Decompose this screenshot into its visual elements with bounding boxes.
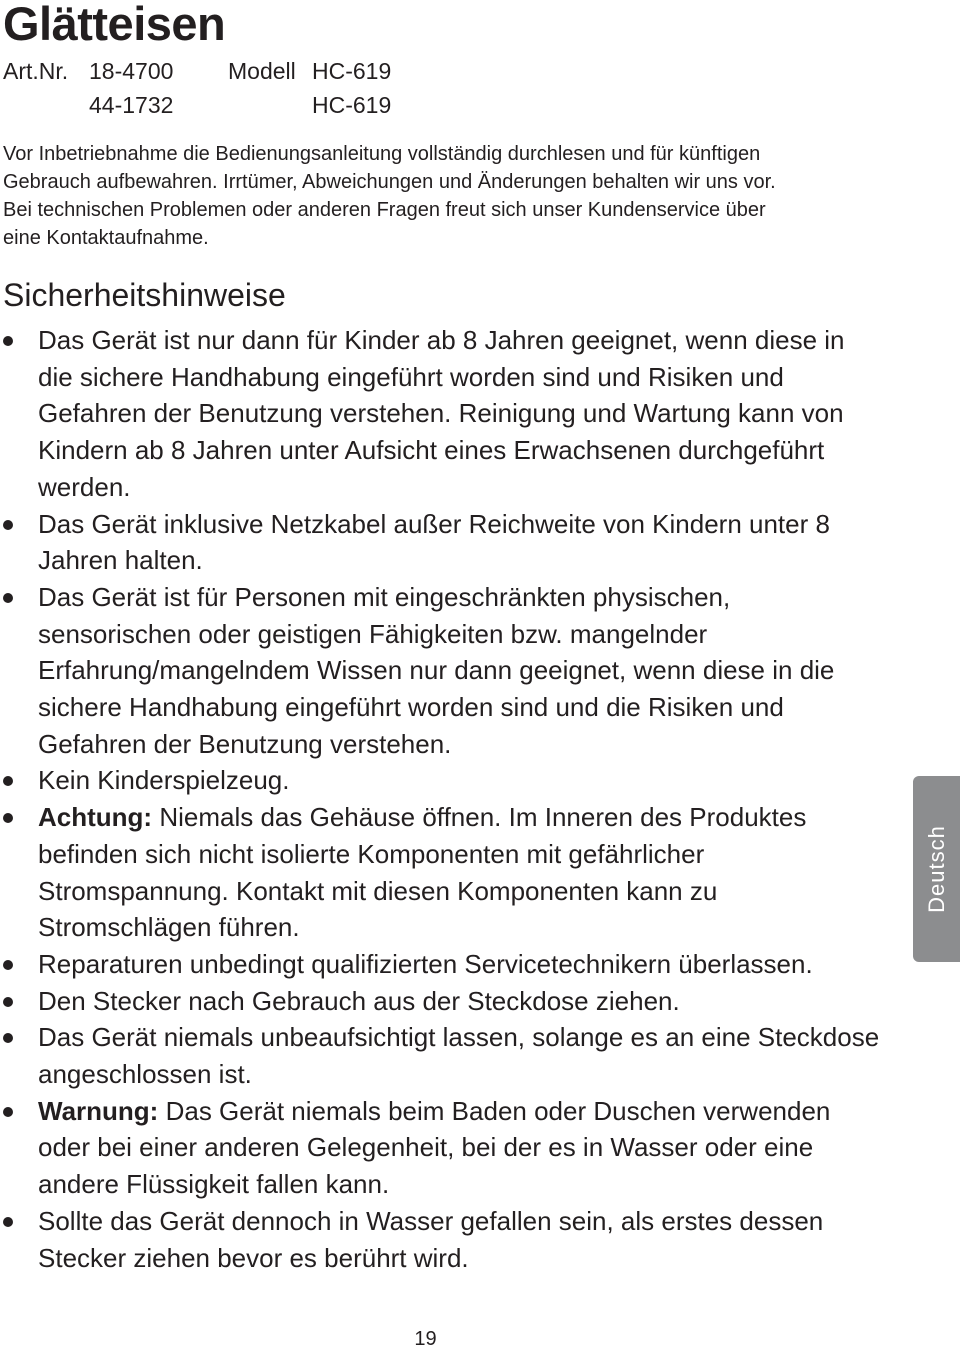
list-item <box>0 1093 880 1203</box>
art-nr-value: 44-1732 <box>89 92 174 118</box>
list-item-text <box>38 1093 880 1203</box>
bullet-icon <box>3 776 13 786</box>
bullet-icon <box>3 813 13 823</box>
art-nr-value: 18-4700 <box>89 58 174 84</box>
list-item-text: Kein Kinderspielzeug. <box>38 765 290 796</box>
bullet-icon <box>3 520 13 530</box>
list-item <box>0 983 880 1020</box>
bullet-icon <box>3 336 13 346</box>
bullet-icon <box>3 1107 13 1117</box>
language-tab <box>913 776 960 962</box>
list-item <box>0 506 880 579</box>
list-item-text: Das Gerät inklusive Netzkabel außer Reichweite von Kindern unter 8 Jahren halten. <box>38 508 830 576</box>
model-value: HC-619 <box>312 58 392 84</box>
list-item <box>0 946 880 983</box>
caution-label: Achtung: <box>38 802 153 833</box>
list-item-text: Das Gerät ist nur dann für Kinder ab 8 Jahren geeignet, wenn diese in die sichere Handhabung eingeführt worden sind und Risiken und Gefahren der Benutzung verstehen. Reinigung und Wartung kann von Kindern ab 8 Jahren unter Aufsicht eines Erwachsenen durchgeführt werden. <box>38 325 845 502</box>
list-item <box>0 762 880 799</box>
page-title: Glätteisen <box>3 0 226 50</box>
language-tab-label: Deutsch <box>923 825 949 913</box>
list-item <box>0 1203 880 1276</box>
page-number: 19 <box>414 1328 437 1350</box>
list-item <box>0 579 880 763</box>
intro-paragraph: Vor Inbetriebnahme die Bedienungsanleitung vollständig durchlesen und für künftigen Gebrauch aufbewahren. Irrtümer, Abweichungen und Änderungen behalten wir uns vor. Bei technischen Problemen oder anderen Fragen freut sich unser Kundenservice über eine Kontaktaufnahme. <box>3 143 776 249</box>
list-item <box>0 322 880 506</box>
safety-list <box>0 322 880 1276</box>
warning-text: Das Gerät niemals beim Baden oder Duschen verwenden oder bei einer anderen Gelegenheit, bei der es in Wasser oder eine andere Flüssigkeit fallen kann. <box>38 1095 831 1200</box>
bullet-icon <box>3 1217 13 1227</box>
section-heading: Sicherheitshinweise <box>3 277 286 313</box>
list-item-text: Reparaturen unbedingt qualifizierten Servicetechnikern überlassen. <box>38 948 813 979</box>
bullet-icon <box>3 593 13 603</box>
model-label: Modell <box>228 58 296 84</box>
warning-label: Warnung: <box>38 1095 159 1126</box>
list-item-text <box>38 799 880 946</box>
bullet-icon <box>3 1033 13 1043</box>
list-item <box>0 1019 880 1092</box>
bullet-icon <box>3 960 13 970</box>
list-item-text: Den Stecker nach Gebrauch aus der Steckdose ziehen. <box>38 985 680 1016</box>
list-item-text: Das Gerät niemals unbeaufsichtigt lassen, solange es an eine Steckdose angeschlossen ist. <box>38 1022 880 1090</box>
art-nr-label: Art.Nr. <box>3 58 69 84</box>
caution-text: Niemals das Gehäuse öffnen. Im Inneren des Produktes befinden sich nicht isolierte Komponenten mit gefährlicher Stromspannung. Kontakt mit diesen Komponenten kann zu Stromschlägen führen. <box>38 802 807 943</box>
bullet-icon <box>3 997 13 1007</box>
list-item-text: Sollte das Gerät dennoch in Wasser gefallen sein, als erstes dessen Stecker ziehen bevor es berührt wird. <box>38 1205 824 1273</box>
model-value: HC-619 <box>312 92 392 118</box>
list-item-text: Das Gerät ist für Personen mit eingeschränkten physischen, sensorischen oder geistigen Fähigkeiten bzw. mangelnder Erfahrung/mangelndem Wissen nur dann geeignet, wenn diese in die sichere Handhabung eingeführt worden sind und die Risiken und Gefahren der Benutzung verstehen. <box>38 581 835 759</box>
list-item <box>0 799 880 946</box>
